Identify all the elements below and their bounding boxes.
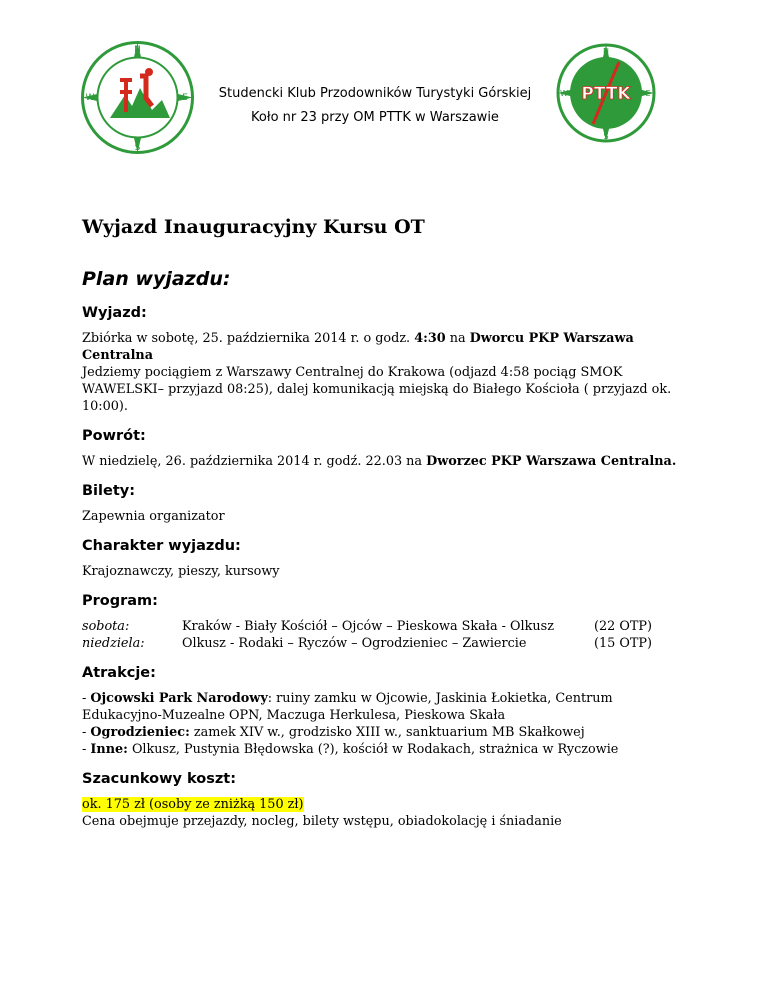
header-line-1: Studencki Klub Przodowników Turystyki Górskiej (218, 86, 532, 101)
program-route: Kraków - Biały Kościół – Ojców – Pieskowa Skała - Olkusz (182, 619, 554, 634)
program-row (82, 635, 692, 652)
section-atrakcje (82, 662, 692, 758)
koszt-heading: Szacunkowy koszt: (82, 771, 237, 787)
compass-s: S (134, 143, 141, 153)
bilety-heading: Bilety: (82, 483, 136, 499)
compass-e: E (645, 89, 651, 98)
pttk-mark: PTTK (581, 84, 631, 104)
pttk-logo (555, 42, 657, 144)
program-route: Olkusz - Rodaki – Ryczów – Ogrodzieniec – Zawiercie (182, 636, 527, 651)
program-day: niedziela: (82, 636, 145, 651)
document-title: Wyjazd Inauguracyjny Kursu OT (82, 216, 425, 238)
compass-s: S (603, 132, 609, 141)
program-heading: Program: (82, 593, 158, 609)
meeting-time: 4:30 (414, 331, 446, 346)
powrot-heading: Powrót: (82, 428, 146, 444)
meeting-place: Dworcu PKP Warszawa Centralna (82, 331, 634, 363)
atrakcje-item: - Ogrodzieniec: zamek XIV w., grodzisko XIII w., sanktuarium MB Skałkowej (82, 725, 585, 740)
club-header (190, 82, 560, 130)
program-points: (15 OTP) (594, 636, 652, 651)
section-charakter (82, 535, 692, 580)
section-wyjazd (82, 302, 692, 415)
koszt-price-line (82, 796, 692, 813)
section-bilety (82, 480, 692, 525)
wyjazd-heading: Wyjazd: (82, 305, 147, 321)
compass-n: N (134, 45, 141, 55)
section-koszt (82, 768, 692, 830)
koszt-price: ok. 175 zł (osoby ze zniżką 150 zł) (82, 797, 304, 812)
plan-title: Plan wyjazdu: (82, 268, 231, 290)
wyjazd-meeting-paragraph: Zbiórka w sobotę, 25. października 2014 r. o godz. 4:30 na Dworcu PKP Warszawa Centralna (82, 331, 634, 363)
header-line-2: Koło nr 23 przy OM PTTK w Warszawie (251, 110, 499, 125)
program-table (82, 618, 692, 652)
program-day: sobota: (82, 619, 130, 634)
charakter-text: Krajoznawczy, pieszy, kursowy (82, 564, 280, 579)
atrakcje-heading: Atrakcje: (82, 665, 156, 681)
atrakcje-item: - Ojcowski Park Narodowy: ruiny zamku w Ojcowie, Jaskinia Łokietka, Centrum Edukacyjno-Muzealne OPN, Maczuga Herkulesa, Pieskowa Skała (82, 691, 613, 723)
plan-content (82, 302, 692, 830)
skptg-club-logo (80, 40, 195, 155)
program-row (82, 618, 692, 635)
section-powrot (82, 425, 692, 470)
compass-e: E (182, 93, 188, 103)
section-program (82, 590, 692, 652)
bilety-text: Zapewnia organizator (82, 509, 225, 524)
program-points: (22 OTP) (594, 619, 652, 634)
compass-w: W (85, 93, 95, 103)
return-place: Dworzec PKP Warszawa Centralna. (426, 454, 677, 469)
powrot-paragraph: W niedzielę, 26. października 2014 r. godź. 22.03 na Dworzec PKP Warszawa Centralna. (82, 454, 677, 469)
atrakcje-item: - Inne: Olkusz, Pustynia Błędowska (?), kościół w Rodakach, strażnica w Ryczowie (82, 742, 619, 757)
wyjazd-travel-paragraph: Jedziemy pociągiem z Warszawy Centralnej do Krakowa (odjazd 4:58 pociąg SMOK WAWELSKI– przyjazd 08:25), dalej komunikacją miejską do Białego Kościoła ( przyjazd ok. 10:00). (82, 365, 672, 414)
compass-w: W (560, 89, 568, 98)
compass-n: N (603, 47, 609, 56)
koszt-note: Cena obejmuje przejazdy, nocleg, bilety wstępu, obiadokolację i śniadanie (82, 814, 562, 829)
charakter-heading: Charakter wyjazdu: (82, 538, 241, 554)
